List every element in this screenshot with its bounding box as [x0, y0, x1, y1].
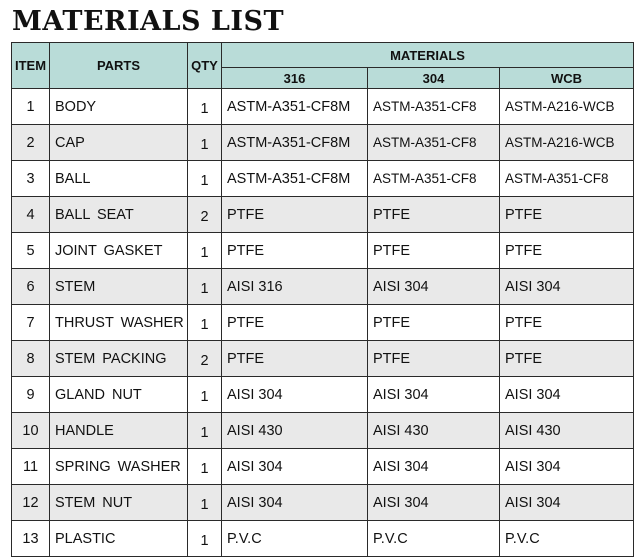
material-316-cell: ASTM-A351-CF8M	[222, 161, 368, 197]
material-304-cell: AISI 430	[368, 413, 500, 449]
material-wcb-cell: PTFE	[500, 305, 634, 341]
table-row	[12, 305, 634, 341]
part-cell: BALL	[50, 161, 188, 197]
part-cell: STEM	[50, 269, 188, 305]
item-cell: 5	[12, 233, 50, 269]
header-materials: MATERIALS	[222, 43, 634, 68]
material-316-cell: AISI 304	[222, 377, 368, 413]
header-item: ITEM	[12, 43, 50, 89]
item-cell: 6	[12, 269, 50, 305]
qty-cell: 1	[188, 161, 222, 197]
qty-cell: 1	[188, 449, 222, 485]
page-title: MATERIALS LIST	[12, 6, 285, 37]
material-304-cell: ASTM-A351-CF8	[368, 89, 500, 125]
item-cell: 9	[12, 377, 50, 413]
material-316-cell: AISI 430	[222, 413, 368, 449]
table-row	[12, 521, 634, 557]
material-wcb-cell: AISI 304	[500, 269, 634, 305]
item-cell: 7	[12, 305, 50, 341]
material-wcb-cell: AISI 304	[500, 449, 634, 485]
material-316-cell: PTFE	[222, 233, 368, 269]
table-row	[12, 341, 634, 377]
material-wcb-cell: AISI 304	[500, 485, 634, 521]
part-cell: GLAND NUT	[50, 377, 188, 413]
part-cell: JOINT GASKET	[50, 233, 188, 269]
part-cell: CAP	[50, 125, 188, 161]
material-304-cell: AISI 304	[368, 449, 500, 485]
material-304-cell: PTFE	[368, 197, 500, 233]
item-cell: 8	[12, 341, 50, 377]
material-wcb-cell: AISI 304	[500, 377, 634, 413]
table-row	[12, 377, 634, 413]
table-header	[12, 43, 634, 89]
qty-cell: 2	[188, 197, 222, 233]
material-wcb-cell: ASTM-A216-WCB	[500, 89, 634, 125]
table-body	[12, 89, 634, 557]
table-row	[12, 449, 634, 485]
material-316-cell: AISI 304	[222, 485, 368, 521]
material-316-cell: AISI 316	[222, 269, 368, 305]
part-cell: PLASTIC	[50, 521, 188, 557]
material-wcb-cell: P.V.C	[500, 521, 634, 557]
material-304-cell: PTFE	[368, 233, 500, 269]
material-316-cell: PTFE	[222, 197, 368, 233]
material-wcb-cell: PTFE	[500, 233, 634, 269]
header-parts: PARTS	[50, 43, 188, 89]
table-row	[12, 89, 634, 125]
item-cell: 2	[12, 125, 50, 161]
table-row	[12, 413, 634, 449]
material-304-cell: AISI 304	[368, 269, 500, 305]
header-316: 316	[222, 68, 368, 89]
materials-table	[11, 42, 634, 557]
material-316-cell: PTFE	[222, 341, 368, 377]
material-wcb-cell: PTFE	[500, 197, 634, 233]
material-wcb-cell: ASTM-A351-CF8	[500, 161, 634, 197]
material-wcb-cell: ASTM-A216-WCB	[500, 125, 634, 161]
item-cell: 4	[12, 197, 50, 233]
qty-cell: 1	[188, 413, 222, 449]
material-316-cell: ASTM-A351-CF8M	[222, 125, 368, 161]
header-qty: QTY	[188, 43, 222, 89]
material-304-cell: AISI 304	[368, 377, 500, 413]
part-cell: THRUST WASHER	[50, 305, 188, 341]
table-row	[12, 485, 634, 521]
material-304-cell: P.V.C	[368, 521, 500, 557]
material-304-cell: PTFE	[368, 305, 500, 341]
item-cell: 11	[12, 449, 50, 485]
table-row	[12, 161, 634, 197]
qty-cell: 1	[188, 269, 222, 305]
qty-cell: 1	[188, 485, 222, 521]
qty-cell: 1	[188, 521, 222, 557]
qty-cell: 1	[188, 233, 222, 269]
item-cell: 12	[12, 485, 50, 521]
part-cell: STEM NUT	[50, 485, 188, 521]
part-cell: HANDLE	[50, 413, 188, 449]
header-wcb: WCB	[500, 68, 634, 89]
table-row	[12, 125, 634, 161]
qty-cell: 2	[188, 341, 222, 377]
material-304-cell: ASTM-A351-CF8	[368, 161, 500, 197]
header-304: 304	[368, 68, 500, 89]
qty-cell: 1	[188, 89, 222, 125]
part-cell: SPRING WASHER	[50, 449, 188, 485]
material-304-cell: ASTM-A351-CF8	[368, 125, 500, 161]
item-cell: 1	[12, 89, 50, 125]
material-316-cell: PTFE	[222, 305, 368, 341]
material-316-cell: AISI 304	[222, 449, 368, 485]
part-cell: BODY	[50, 89, 188, 125]
item-cell: 13	[12, 521, 50, 557]
material-304-cell: PTFE	[368, 341, 500, 377]
material-316-cell: P.V.C	[222, 521, 368, 557]
qty-cell: 1	[188, 125, 222, 161]
table-row	[12, 269, 634, 305]
material-316-cell: ASTM-A351-CF8M	[222, 89, 368, 125]
table-row	[12, 233, 634, 269]
material-304-cell: AISI 304	[368, 485, 500, 521]
item-cell: 10	[12, 413, 50, 449]
qty-cell: 1	[188, 377, 222, 413]
qty-cell: 1	[188, 305, 222, 341]
material-wcb-cell: AISI 430	[500, 413, 634, 449]
part-cell: BALL SEAT	[50, 197, 188, 233]
part-cell: STEM PACKING	[50, 341, 188, 377]
item-cell: 3	[12, 161, 50, 197]
table-row	[12, 197, 634, 233]
material-wcb-cell: PTFE	[500, 341, 634, 377]
